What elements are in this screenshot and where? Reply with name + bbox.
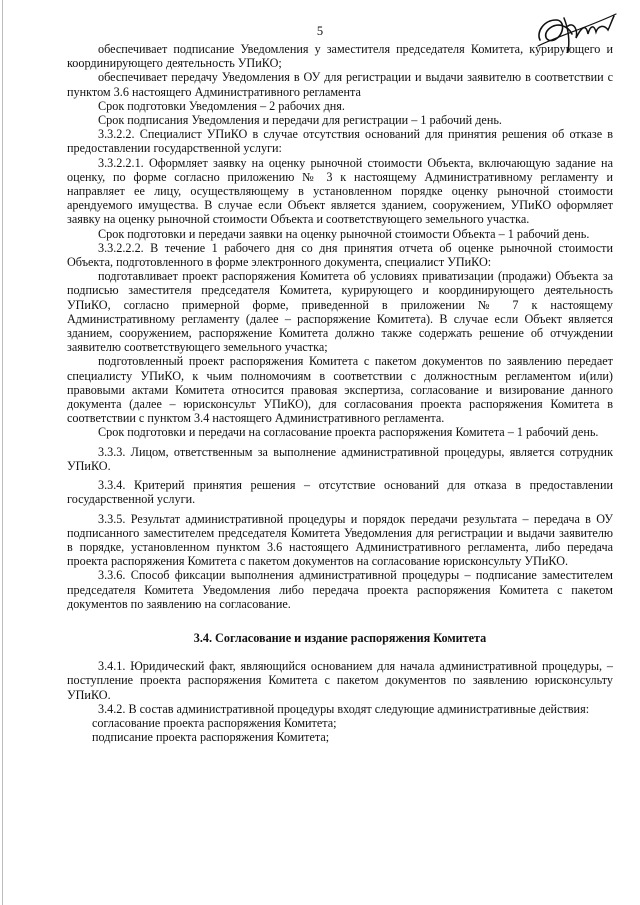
paragraph: 3.3.2.2.1. Оформляет заявку на оценку рыночной стоимости Объекта, включающую задание на оценку, по форме согласно приложению № 3 к настоящему Административному регламенту и направляет ее лицу, осуществляющему в установленном порядке оценку рыночной стоимости арендуемого имущества. В случае если Объект является зданием, сооружением, УПиКО оформляет заявку на оценку рыночной стоимости Объекта и соответствующего земельного участка.: [67, 155, 613, 227]
paragraph: обеспечивает передачу Уведомления в ОУ для регистрации и выдачи заявителю в соответствии с пунктом 3.6 настоящего Административного регламента: [67, 70, 613, 99]
paragraph: Срок подготовки Уведомления – 2 рабочих дня.: [98, 98, 345, 113]
paragraph: Срок подписания Уведомления и передачи для регистрации – 1 рабочий день.: [98, 113, 502, 128]
paragraph: 3.3.6. Способ фиксации выполнения административной процедуры – подписание заместителем председателя Комитета Уведомления либо передача проекта распоряжения Комитета с пакетом документов по заявлению на согласование.: [67, 568, 613, 611]
document-body: [67, 42, 613, 744]
paragraph: 3.3.2.2. Специалист УПиКО в случае отсутствия оснований для принятия решения об отказе в предоставлении государственной услуги:: [67, 127, 613, 156]
paragraph: 3.3.5. Результат административной процедуры и порядок передачи результата – передача в ОУ подписанного заместителем председателя Комитета Уведомления для регистрации и выдачи заявителю в порядке, установленном пунктом 3.6 настоящего Административного регламента, либо передача проекта распоряжения Комитета с пакетом документов на согласование юрисконсульту УПиКО.: [67, 511, 613, 569]
paragraph: 3.4.2. В состав административной процедуры входят следующие административные действия:: [98, 701, 590, 716]
list-item: согласование проекта распоряжения Комитета;: [92, 715, 337, 730]
paragraph: 3.4.1. Юридический факт, являющийся основанием для начала административной процедуры, – поступление проекта распоряжения Комитета с пакетом документов по заявлению юрисконсульту УПиКО.: [67, 659, 613, 702]
paragraph: обеспечивает подписание Уведомления у заместителя председателя Комитета, курирующего и координирующего деятельность УПиКО;: [67, 42, 613, 71]
list-item: подписание проекта распоряжения Комитета;: [92, 730, 330, 745]
paragraph: Срок подготовки и передачи заявки на оценку рыночной стоимости Объекта – 1 рабочий день.: [98, 226, 590, 241]
scan-edge-line: [2, 0, 3, 905]
paragraph: подготавливает проект распоряжения Комитета об условиях приватизации (продажи) Объекта за подписью заместителя председателя Комитета, курирующего и координирующего деятельность УПиКО, согласно примерной форме, приведенной в приложении № 7 к настоящему Административному регламенту (далее – распоряжение Комитета). В случае если Объект является зданием, сооружением, распоряжение Комитета должно также содержать решение об отчуждении заявителю соответствующего земельного участка;: [67, 269, 613, 355]
page-number: 5: [316, 24, 324, 38]
paragraph: Срок подготовки и передачи на согласование проекта распоряжения Комитета – 1 рабочий день.: [98, 425, 599, 440]
paragraph: 3.3.2.2.2. В течение 1 рабочего дня со дня принятия отчета об оценке рыночной стоимости Объекта, подготовленного в форме электронного документа, специалист УПиКО:: [67, 240, 613, 270]
paragraph: подготовленный проект распоряжения Комитета с пакетом документов по заявлению передает специалисту УПиКО, к чьим полномочиям в соответствии с должностным регламентом и(или) правовыми актами Комитета относится правовая экспертиза, согласование и визирование данного документа (далее – юрисконсульт УПиКО), для согласования проекта распоряжения Комитета в соответствии с пунктом 3.4 настоящего Административного регламента.: [67, 354, 613, 426]
section-heading: 3.4. Согласование и издание распоряжения Комитета: [193, 630, 487, 645]
paragraph: 3.3.4. Критерий принятия решения – отсутствие оснований для отказа в предоставлении государственной услуги.: [67, 478, 613, 507]
paragraph: 3.3.3. Лицом, ответственным за выполнение административной процедуры, является сотрудник УПиКО.: [67, 444, 613, 473]
